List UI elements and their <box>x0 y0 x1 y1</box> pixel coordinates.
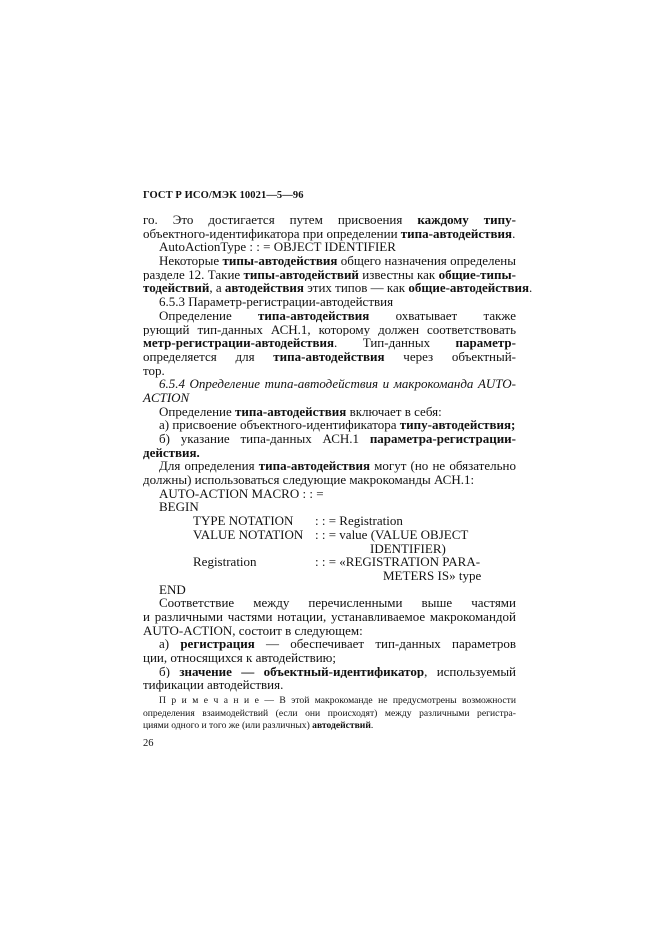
text-line <box>143 637 516 651</box>
text-line <box>143 610 516 624</box>
note-block <box>143 695 516 733</box>
bold-term: параметр- <box>455 336 516 350</box>
bold-term: типа-автодействия <box>273 349 385 364</box>
text-span: этих типов — как <box>303 280 409 296</box>
bold-term: типу-автодействия; <box>399 417 516 433</box>
text-span: Соответствие между перечисленными выше частями <box>159 596 516 610</box>
bold-term: параметра-регистрации- <box>369 432 516 446</box>
code-definition: : : = Registration <box>315 513 403 529</box>
text-line <box>143 596 516 610</box>
text-line <box>143 583 516 597</box>
bold-term: типа-автодействия <box>235 403 347 419</box>
bold-term: значение — объектный-идентификатор <box>179 664 425 679</box>
text-span: должны) использоваться следующие макрокоманды АСН.1: <box>143 472 475 488</box>
text-line <box>143 432 516 446</box>
document-header: ГОСТ Р ИСО/МЭК 10021—5—96 <box>143 190 304 201</box>
text-line <box>143 336 516 350</box>
code-term: VALUE NOTATION <box>193 526 304 542</box>
text-line <box>143 624 516 638</box>
text-line <box>143 678 516 692</box>
text-span: разделе 12. Такие <box>143 267 244 282</box>
code-definition: : : = value (VALUE OBJECT <box>315 526 469 542</box>
text-span: . <box>529 280 533 296</box>
text-span: END <box>159 581 186 597</box>
text-span: го. Это достигается путем присвоения <box>143 213 418 227</box>
text-span: рующий тип-данных АСН.1, которому должен соответствовать <box>143 322 516 337</box>
text-line <box>143 254 516 268</box>
text-line <box>143 323 516 337</box>
bold-term: метр-регистрации-автодействия <box>143 336 335 350</box>
text-line <box>143 473 516 487</box>
text-line <box>143 405 516 419</box>
text-line <box>143 665 516 679</box>
text-span: тор. <box>143 362 165 378</box>
text-line <box>143 227 516 241</box>
text-line <box>143 446 516 460</box>
text-span: объектного-идентификатора при определении <box>143 225 401 241</box>
text-line <box>143 651 516 665</box>
bold-term: каждому типу- <box>417 213 516 227</box>
bold-term: типы-автодействий <box>243 267 359 282</box>
text-span: а) <box>159 637 181 651</box>
text-line <box>143 280 533 296</box>
text-span: BEGIN <box>159 499 199 515</box>
text-span: . <box>370 720 374 731</box>
text-span: , а <box>209 280 225 296</box>
code-definition: : : = «REGISTRATION PARA- <box>315 554 481 570</box>
text-line <box>143 240 516 254</box>
code-line <box>143 514 516 528</box>
text-line <box>143 391 516 405</box>
text-span: и различными частями нотации, устанавливаемое макрокомандой <box>143 609 516 624</box>
text-span: Для определения <box>159 459 259 474</box>
bold-term: общие-автодействия <box>408 280 529 296</box>
code-line <box>143 569 516 583</box>
bold-term: регистрация <box>180 637 255 651</box>
code-line <box>143 528 516 542</box>
text-span: П р и м е ч а н и е — В этой макрокоманде не предусмотрены возможности <box>159 695 516 706</box>
text-line <box>143 708 516 721</box>
text-span: могут (но не обязательно <box>370 459 516 474</box>
text-span: тификации автодействия. <box>143 677 284 693</box>
text-span: , используемый <box>424 664 516 679</box>
text-span: определяется для <box>143 349 274 364</box>
text-span: Некоторые <box>159 254 223 268</box>
text-line <box>143 309 516 323</box>
text-span: охватывает также <box>395 308 516 323</box>
code-line <box>143 555 516 569</box>
text-line <box>143 418 516 432</box>
text-line <box>143 487 516 501</box>
text-span: б) <box>159 664 180 679</box>
bold-term: действия. <box>143 444 200 460</box>
text-line <box>143 695 516 708</box>
text-span: через объектный- <box>403 349 516 364</box>
text-span: ACTION <box>143 389 190 405</box>
code-definition: IDENTIFIER) <box>370 540 446 556</box>
text-span: а) присвоение объектного-идентификатора <box>159 417 400 433</box>
text-span: известны как <box>358 267 439 282</box>
text-line <box>143 364 516 378</box>
text-span: 6.5.4 Определение типа-автодействия и макрокоманда AUTO- <box>159 377 516 391</box>
text-span: Определение <box>159 308 259 323</box>
bold-term: автодействий <box>312 720 371 731</box>
text-span: определения взаимодействий (если они происходят) между различными регистра- <box>143 707 516 719</box>
text-span: включает в себя: <box>346 403 442 419</box>
bold-term: типа-автодействия <box>258 308 370 323</box>
text-span: Определение <box>159 403 236 419</box>
text-span: общего назначения определены <box>340 254 516 268</box>
text-span: . Тип-данных <box>334 336 456 350</box>
page-number: 26 <box>143 738 154 749</box>
text-span: AutoActionType : : = OBJECT IDENTIFIER <box>159 239 396 255</box>
code-definition: METERS IS» type <box>383 567 482 583</box>
text-span: б) указание типа-данных АСН.1 <box>159 432 370 446</box>
text-line <box>143 213 516 227</box>
text-span: циями одного и того же (или различных) <box>143 720 313 731</box>
text-span: — обеспечивает тип-данных параметров <box>266 637 516 651</box>
bold-term: тодействий <box>143 280 210 296</box>
code-line <box>143 542 516 556</box>
text-line <box>143 500 516 514</box>
code-term: Registration <box>193 554 257 570</box>
text-line <box>143 720 516 733</box>
text-span: . <box>512 225 516 241</box>
bold-term: типа-автодействия <box>400 225 513 241</box>
text-span: AUTO-ACTION, состоит в следующем: <box>143 622 363 638</box>
text-line <box>143 350 516 364</box>
text-span: ции, относящихся к автодействию; <box>143 650 337 665</box>
text-span: AUTO-ACTION MACRO : : = <box>159 485 324 501</box>
code-term: TYPE NOTATION <box>193 513 294 529</box>
text-line <box>143 268 516 282</box>
document-body <box>143 213 533 693</box>
bold-term: типы-автодействия <box>222 254 338 268</box>
text-line <box>143 295 516 309</box>
bold-term: автодействия <box>224 280 304 296</box>
text-span: 6.5.3 Параметр-регистрации-автодействия <box>159 294 394 310</box>
text-line <box>143 459 516 473</box>
bold-term: общие-типы- <box>438 267 516 282</box>
text-line <box>143 377 516 391</box>
bold-term: типа-автодействия <box>258 459 370 474</box>
